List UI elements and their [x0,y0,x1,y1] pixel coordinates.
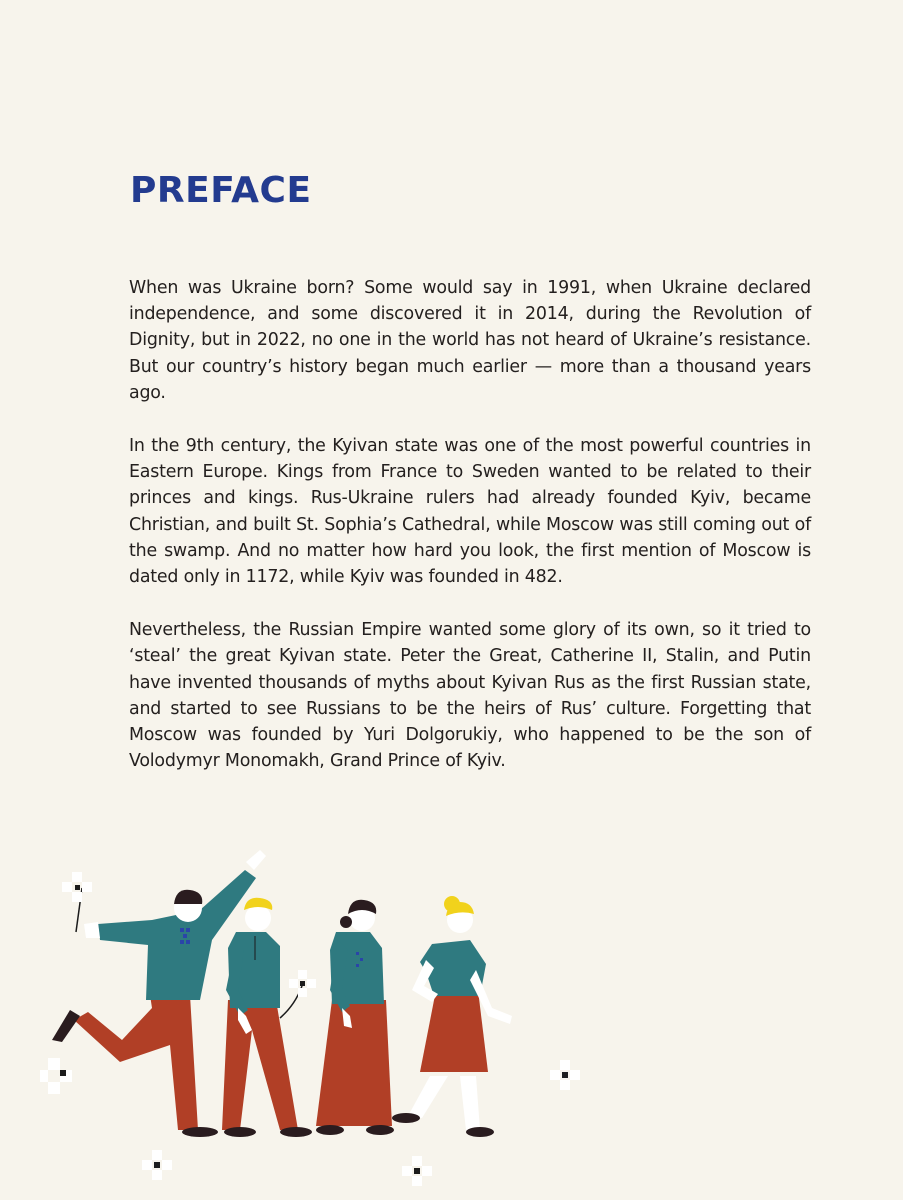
blonde-woman-figure [392,896,512,1137]
paragraph-3: Nevertheless, the Russian Empire wanted some glory of its own, so it tried to ‘steal’ the great Kyivan state. Peter the Great, Catherine II, Stalin, and Putin have invented thousands of myths about Kyivan Rus as the first Russian state, and started to see Russians to be the heirs of Rus’ culture. Forgetting that Moscow was founded by Yuri Dolgorukiy, who happened to be the son of Volodymyr Monomakh, Grand Prince of Kyiv. [129,620,811,772]
page-title: PREFACE [130,170,312,211]
paragraph-2: In the 9th century, the Kyivan state was one of the most powerful countries in Eastern Europe. Kings from France to Sweden wanted to be related to their princes and kings. Rus-Ukraine rulers had already founded Kyiv, became Christian, and built St. Sophia’s Cathedral, while Moscow was still coming out of the swamp. And no matter how hard you look, the first mention of Moscow is dated only in 1172, while Kyiv was founded in 482. [129,436,811,588]
body-text [129,275,811,801]
white-flower-icon [62,872,92,932]
sparkle-icon [40,1058,72,1094]
people-illustration [40,840,600,1190]
dark-haired-girl-figure [316,900,394,1135]
sparkle-icon [550,1060,580,1090]
white-flower-icon [280,970,316,1018]
sparkle-icon [402,1156,432,1186]
paragraph-1: When was Ukraine born? Some would say in 1991, when Ukraine declared independence, and some discovered it in 2014, during the Revolution of Dignity, but in 2022, no one in the world has not heard of Ukraine’s resistance. But our country’s history began much earlier — more than a thousand years ago. [129,278,811,403]
sparkle-icon [142,1150,172,1180]
blond-boy-figure [222,898,312,1137]
